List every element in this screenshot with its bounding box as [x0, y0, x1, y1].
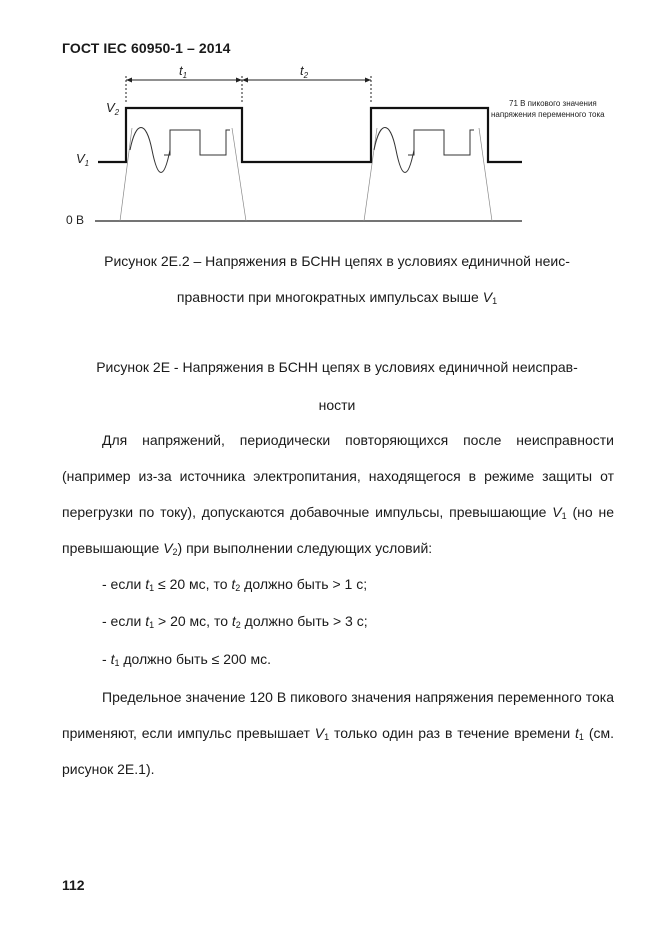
- figure-2e2-caption-line-2: правности при многократных импульсах выше $V_1$: [176, 289, 498, 306]
- voltage-pulse-figure: [60, 62, 640, 232]
- zero-label: 0 В: [66, 213, 85, 227]
- main-waveform: [98, 108, 522, 162]
- document-header: ГОСТ IEC 60950-1 – 2014: [62, 40, 231, 56]
- figure-2e2-caption-line-1: Рисунок 2Е.2 – Напряжения в БСНН цепях в условиях единичной неис-: [104, 253, 570, 269]
- annotation-line-1: 71 В пикового значения: [509, 99, 597, 108]
- v2-label: $V_2$: [106, 100, 120, 117]
- paragraph-repeated-voltages: Для напряжений, периодически повторяющихся после неисправности (например из-за источника электропитания, находящегося в режиме защиты от перегрузки по току), допускаются добавочные импульсы, превышающие $V_1$ (но не превышающие $V_2$) при выполнении следующих условий:: [62, 432, 614, 557]
- inner-pulse-2: [408, 130, 474, 155]
- list-item-condition-1: - если $t_1 \le 20$ мс, то $t_2$ должно быть > 1 с;: [102, 576, 368, 593]
- v1-label: $V_1$: [76, 151, 90, 168]
- annotation-line-2: напряжения переменного тока: [491, 110, 605, 119]
- figure-2e-caption-line-1: Рисунок 2Е - Напряжения в БСНН цепях в условиях единичной неисправ-: [96, 359, 578, 375]
- figure-2e-caption-line-2: ности: [318, 397, 356, 413]
- t2-label: $t_2$: [300, 63, 309, 80]
- page-number: 112: [62, 877, 85, 893]
- sine-wave-2: [374, 128, 414, 173]
- list-item-condition-3: - $t_1$ должно быть ≤ 200 мс.: [102, 651, 271, 668]
- paragraph-limit-value: Предельное значение 120 В пикового значения напряжения переменного тока применяют, если импульс превышает $V_1$ только один раз в течение времени $t_1$ (см. рисунок 2Е.1).: [62, 689, 614, 777]
- inner-pulse-1: [164, 130, 230, 155]
- t1-label: $t_1$: [179, 63, 188, 80]
- sine-wave-1: [130, 128, 170, 173]
- dimension-lines: [126, 76, 371, 102]
- list-item-condition-2: - если $t_1 > 20$ мс, то $t_2$ должно быть > 3 с;: [102, 613, 368, 630]
- envelope-lines: [120, 128, 492, 221]
